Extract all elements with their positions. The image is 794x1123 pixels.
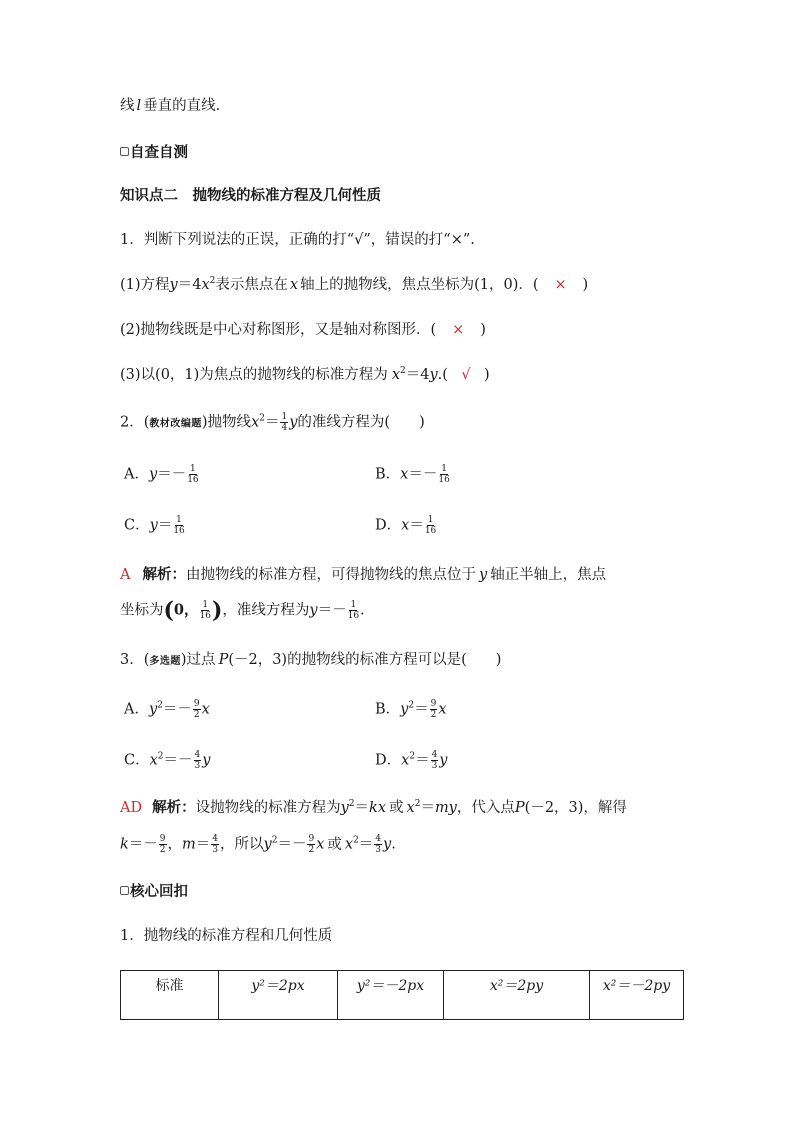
q2-analysis-5: ＝－	[317, 602, 347, 619]
q3-b-frac-1	[307, 834, 315, 855]
q1-item-3-var: y	[429, 367, 438, 383]
q3-tag: 多选题	[149, 656, 181, 667]
q2-analysis-4: ，准线方程为	[222, 602, 310, 619]
q3-option-a-rhs: x	[201, 701, 210, 718]
q3-b3b: ＝	[358, 836, 374, 853]
q3-m-frac	[211, 834, 219, 855]
q2-point-den: 16	[199, 611, 211, 621]
q3-option-b-frac	[430, 699, 438, 720]
q1-item-3-x: x	[391, 367, 400, 383]
q3-b-frac-1-num: 9	[308, 834, 315, 844]
line-top-text: 线	[120, 98, 135, 114]
q2-option-d-den: 16	[424, 526, 437, 536]
q1-item-3-close: )	[483, 367, 490, 383]
q2-option-c-op: ＝	[157, 517, 173, 534]
q3-b1b: ＝－	[277, 836, 307, 853]
q3-option-a-num: 9	[193, 699, 200, 709]
q3-a4: ，代入点	[456, 800, 515, 816]
q3-a-x: x	[406, 800, 415, 816]
q2-var: y	[289, 414, 298, 431]
q2-directrix-num: 1	[350, 600, 357, 610]
q3-b-x2: x	[344, 836, 354, 853]
q2-answer: A	[120, 567, 131, 583]
q2-option-a-num: 1	[190, 464, 196, 474]
q2-option-a-label: A．	[124, 466, 149, 483]
q3-option-c-label: C．	[124, 752, 150, 769]
q2-option-b-label: B．	[375, 466, 401, 483]
line-top-rest: 垂直的直线.	[143, 98, 221, 114]
core-heading	[120, 882, 188, 902]
q3-k: k	[120, 836, 129, 853]
q3-k-num: 9	[159, 834, 166, 844]
q1-item-1-mark: ×	[554, 277, 567, 293]
q3-a2: ＝	[354, 800, 370, 816]
q3-b-x: x	[316, 836, 325, 853]
q2-option-d-lhs: x	[401, 517, 410, 534]
q3-analysis-line-2	[120, 834, 396, 855]
section-marker-icon	[120, 886, 129, 895]
q2-analysis-line-2	[120, 597, 365, 624]
q2-analysis-var-2: y	[309, 602, 318, 619]
left-paren: (	[163, 597, 174, 624]
q3-option-a-sup: 2	[157, 700, 163, 711]
q1-item-2-close: )	[480, 322, 486, 338]
q1-item-1-mid: 表示焦点在	[215, 277, 288, 293]
q3-option-d-rhs: y	[439, 752, 448, 769]
q3-option-d-label: D．	[375, 752, 402, 769]
q2-analysis-2: 轴正半轴上，焦点	[490, 567, 607, 583]
q3-b-frac-2	[374, 834, 382, 855]
q3-a-x-sup: 2	[414, 799, 421, 810]
q1-item-2	[120, 320, 486, 340]
q1-item-1-eq: ＝4	[177, 277, 202, 293]
table-header-cell: x²＝2py	[444, 971, 590, 1020]
q1-item-3-tail: .(	[437, 367, 448, 383]
knowledge-heading: 知识点二 抛物线的标准方程及几何性质	[120, 187, 381, 204]
q3-a3: 或	[389, 800, 404, 816]
parabola-table	[120, 970, 684, 1020]
q3-a1: 设抛物线的标准方程为	[195, 800, 341, 816]
table-header-cell: y²＝2px	[219, 971, 338, 1020]
q3-k-den: 2	[159, 845, 166, 855]
q2-option-a[interactable]	[124, 464, 200, 485]
q3-a-P: P	[514, 800, 525, 816]
table-header-cell: x²＝－2py	[590, 971, 684, 1020]
q3-option-c-rhs: y	[202, 752, 211, 769]
q3-option-a-op: ＝－	[162, 701, 192, 718]
q2-eq: ＝	[264, 414, 280, 431]
q2-option-b-frac	[438, 464, 449, 485]
q3-option-c-lhs: x	[149, 752, 158, 769]
q3-stem-a: )过点	[180, 652, 216, 668]
q3-option-a-lhs: y	[148, 701, 158, 718]
text-line-top	[120, 96, 220, 116]
q3-option-c-frac	[194, 750, 202, 771]
q3-b-y-sup: 2	[271, 835, 278, 846]
q3-option-d-op: ＝	[415, 752, 430, 769]
q2-option-d-frac	[425, 515, 436, 536]
q3-b1: ＝－	[128, 836, 158, 853]
core-item-1: 1．抛物线的标准方程和几何性质	[120, 928, 333, 944]
table-header-cell: y²＝－2px	[338, 971, 444, 1020]
q2-option-c[interactable]	[124, 515, 186, 536]
q3-b4: ，所以	[220, 836, 264, 853]
q3-option-a-label: A．	[124, 701, 149, 718]
q3-a2b: ＝	[420, 800, 435, 816]
q1-stem: 1．判断下列说法的正误，正确的打“√”，错误的打“×”.	[120, 232, 475, 248]
q2-option-d-op: ＝	[409, 517, 424, 534]
right-paren: )	[211, 597, 223, 624]
table-row	[121, 971, 684, 1020]
q1-item-1-close: )	[582, 277, 589, 293]
line-top-var: l	[136, 98, 142, 114]
q1-item-1-sup: 2	[209, 276, 216, 287]
q2-stem-b: 的准线方程为( )	[297, 414, 425, 431]
q2-x: x	[251, 414, 260, 431]
q3-option-a-frac	[193, 699, 201, 720]
q3-option-b-lhs: y	[400, 701, 409, 718]
q2-stem	[120, 412, 425, 435]
q2-analysis-6: .	[360, 602, 365, 619]
q2-option-c-frac	[173, 515, 184, 536]
q1-item-3-pre: (3)以(0，1)为焦点的抛物线的标准方程为	[120, 367, 388, 383]
q2-option-b-den: 16	[438, 475, 450, 485]
q2-frac-den: 4	[281, 423, 288, 433]
q3-option-b-num: 9	[430, 699, 437, 709]
q2-option-c-num: 1	[176, 515, 182, 525]
q2-point-num: 1	[202, 600, 209, 610]
q2-fraction	[280, 412, 288, 433]
q3-a-y-sup: 2	[348, 799, 355, 810]
q1-item-1-axis: x	[289, 277, 299, 293]
q2-option-c-den: 16	[173, 526, 185, 536]
q3-b-frac-2-num: 4	[375, 834, 382, 844]
q3-analysis-label: 解析：	[152, 799, 196, 816]
q3-kx: kx	[369, 800, 387, 816]
q3-num: 3．(	[120, 652, 150, 668]
q3-option-d-den: 3	[431, 761, 438, 771]
q3-option-b-sup: 2	[408, 700, 415, 711]
q2-analysis-3: 坐标为	[120, 602, 164, 619]
q3-option-d-sup: 2	[409, 751, 416, 762]
q1-item-2-text: (2)抛物线既是中心对称图形，又是轴对称图形．(	[120, 322, 437, 338]
q2-directrix-den: 16	[347, 611, 360, 621]
q3-option-b-den: 2	[430, 710, 437, 720]
q2-option-b[interactable]	[375, 464, 451, 485]
q3-option-b-label: B．	[375, 701, 401, 718]
q3-b2: ，	[167, 836, 183, 853]
q3-m-num: 4	[212, 834, 219, 844]
q2-option-d-num: 1	[427, 515, 434, 525]
q3-b3: ＝	[195, 836, 211, 853]
q3-k-frac	[159, 834, 167, 855]
q1-item-1-x: x	[201, 277, 210, 293]
q3-b-frac-1-den: 2	[308, 845, 315, 855]
q2-option-a-lhs: y	[148, 466, 158, 483]
q3-b-frac-2-den: 3	[375, 845, 382, 855]
self-check-heading-text: 自查自测	[130, 144, 188, 161]
q3-option-c-num: 4	[194, 750, 201, 760]
q3-option-a[interactable]	[124, 699, 210, 720]
q3-stem	[120, 650, 501, 672]
q2-frac-num: 1	[281, 412, 288, 422]
q2-num: 2．(	[120, 414, 150, 431]
q3-option-b-rhs: x	[438, 701, 447, 718]
q2-analysis-label: 解析：	[142, 566, 186, 583]
q3-option-c-op: ＝－	[163, 752, 193, 769]
q3-option-d-lhs: x	[401, 752, 410, 769]
q2-point-x: 0，	[173, 601, 199, 619]
table-header-cell: 标准	[121, 971, 219, 1020]
q3-option-d[interactable]	[375, 750, 448, 771]
q2-option-a-den: 16	[187, 475, 199, 485]
q2-option-a-frac	[187, 464, 198, 485]
q3-stem-b: (－2，3)的抛物线的标准方程可以是( )	[228, 652, 502, 668]
q3-option-c[interactable]	[124, 750, 210, 771]
q2-option-b-op: ＝－	[408, 466, 438, 483]
q2-option-d[interactable]	[375, 515, 437, 536]
q1-item-3-sup: 2	[400, 366, 406, 377]
q1-item-3-mark: √	[461, 367, 471, 383]
q1-item-1	[120, 275, 588, 295]
section-marker-icon	[120, 147, 129, 156]
q2-point-frac	[200, 600, 211, 621]
q3-b-y2: y	[383, 836, 392, 853]
q3-option-c-sup: 2	[157, 751, 164, 762]
q3-b-y: y	[263, 836, 272, 853]
q2-directrix-frac	[348, 600, 359, 621]
q3-answer: AD	[120, 800, 143, 816]
q2-option-a-op: ＝－	[157, 466, 187, 483]
q2-stem-a: )抛物线	[201, 414, 252, 431]
q3-option-d-num: 4	[431, 750, 438, 760]
q3-b6: .	[391, 836, 396, 853]
q1-item-1-var: y	[169, 277, 178, 293]
q1-item-3	[120, 365, 490, 385]
q3-option-b-op: ＝	[414, 701, 429, 718]
q2-option-d-label: D．	[375, 517, 402, 534]
q3-P: P	[218, 652, 229, 668]
q2-sup: 2	[259, 413, 265, 424]
q2-analysis-line-1	[120, 565, 606, 585]
q1-item-3-eq: ＝4	[405, 367, 430, 383]
q3-option-b[interactable]	[375, 699, 447, 720]
q2-option-c-label: C．	[124, 517, 150, 534]
q3-m-den: 3	[212, 845, 219, 855]
q3-option-d-frac	[431, 750, 439, 771]
q3-option-a-den: 2	[193, 710, 200, 720]
q2-tag: 教材改编题	[149, 418, 202, 430]
q3-b5: 或	[327, 836, 342, 853]
q3-analysis-line-1	[120, 798, 627, 818]
q3-option-c-den: 3	[194, 761, 201, 771]
q2-option-b-num: 1	[441, 464, 447, 474]
q3-my: my	[434, 800, 457, 816]
q3-a-y: y	[340, 800, 349, 816]
self-check-heading	[120, 143, 188, 163]
q3-b-x2-sup: 2	[353, 835, 359, 846]
q2-analysis-var: y	[478, 567, 488, 583]
q3-m: m	[182, 836, 196, 853]
q3-a5: (－2，3)，解得	[524, 800, 627, 816]
q1-item-1-pre: (1)方程	[120, 277, 170, 293]
core-heading-text: 核心回扣	[130, 883, 188, 900]
q1-item-2-mark: ×	[452, 322, 465, 338]
q1-item-1-tail: 轴上的抛物线，焦点坐标为(1，0)．(	[300, 277, 539, 293]
q2-option-b-lhs: x	[400, 466, 409, 483]
q2-analysis-1: 由抛物线的标准方程，可得抛物线的焦点位于	[185, 567, 476, 583]
q2-option-c-lhs: y	[149, 517, 158, 534]
